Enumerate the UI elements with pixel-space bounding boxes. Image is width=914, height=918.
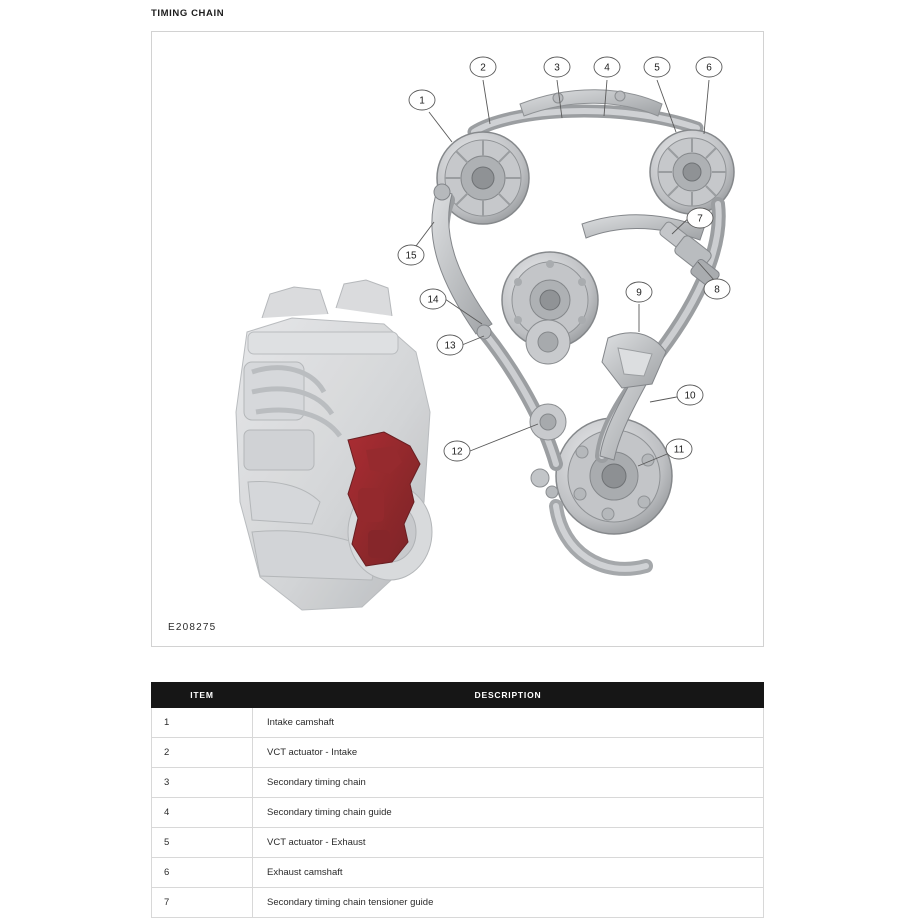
engine-assembly-illustration [236,280,432,610]
figure-panel [151,31,764,647]
parts-table [151,682,764,918]
cell-description: VCT actuator - Exhaust [253,828,764,858]
callout-label: 7 [697,213,703,225]
callout-bubble [398,245,424,265]
callout-bubble [677,385,703,405]
cell-item: 1 [152,708,253,738]
column-header-item: ITEM [152,683,253,708]
callout-bubble [644,57,670,77]
callout-label: 12 [451,446,463,458]
table-row [152,738,764,768]
table-row [152,768,764,798]
table-row [152,798,764,828]
figure-code: E208275 [168,622,217,633]
callout-bubble [696,57,722,77]
cell-description: VCT actuator - Intake [253,738,764,768]
table-row [152,708,764,738]
callout-label: 13 [444,340,456,352]
callout-bubble [409,90,435,110]
table-row [152,858,764,888]
callout-label: 2 [480,62,486,74]
callout-label: 8 [714,284,720,296]
cell-item: 3 [152,768,253,798]
callout-bubble [544,57,570,77]
cell-description: Secondary timing chain [253,768,764,798]
table-row [152,828,764,858]
cell-item: 5 [152,828,253,858]
cell-item: 7 [152,888,253,918]
callout-label: 4 [604,62,610,74]
callout-bubble [626,282,652,302]
callout-bubble [594,57,620,77]
cell-description: Secondary timing chain tensioner guide [253,888,764,918]
callout-bubble [704,279,730,299]
callout-bubble [687,208,713,228]
parts-table-wrap [151,682,764,918]
callout-label: 10 [684,390,696,402]
table-body [152,708,764,918]
cell-item: 2 [152,738,253,768]
callout-label: 5 [654,62,660,74]
callout-label: 1 [419,95,425,107]
callout-bubble [444,441,470,461]
callout-bubble [666,439,692,459]
cell-description: Intake camshaft [253,708,764,738]
cell-item: 4 [152,798,253,828]
callout-label: 11 [673,444,685,456]
table-header-row [152,683,764,708]
callout-label: 9 [636,287,642,299]
cell-description: Secondary timing chain guide [253,798,764,828]
cell-item: 6 [152,858,253,888]
callout-bubble [437,335,463,355]
callout-bubble [420,289,446,309]
callout-label: 3 [554,62,560,74]
column-header-description: DESCRIPTION [253,683,764,708]
callout-bubble [470,57,496,77]
page-title: TIMING CHAIN [151,8,225,19]
cell-description: Exhaust camshaft [253,858,764,888]
callout-label: 6 [706,62,712,74]
callout-label: 14 [427,294,439,306]
callout-label: 15 [405,250,417,262]
timing-chain-diagram [152,32,765,648]
timing-chain-assembly [432,90,734,569]
table-row [152,888,764,918]
